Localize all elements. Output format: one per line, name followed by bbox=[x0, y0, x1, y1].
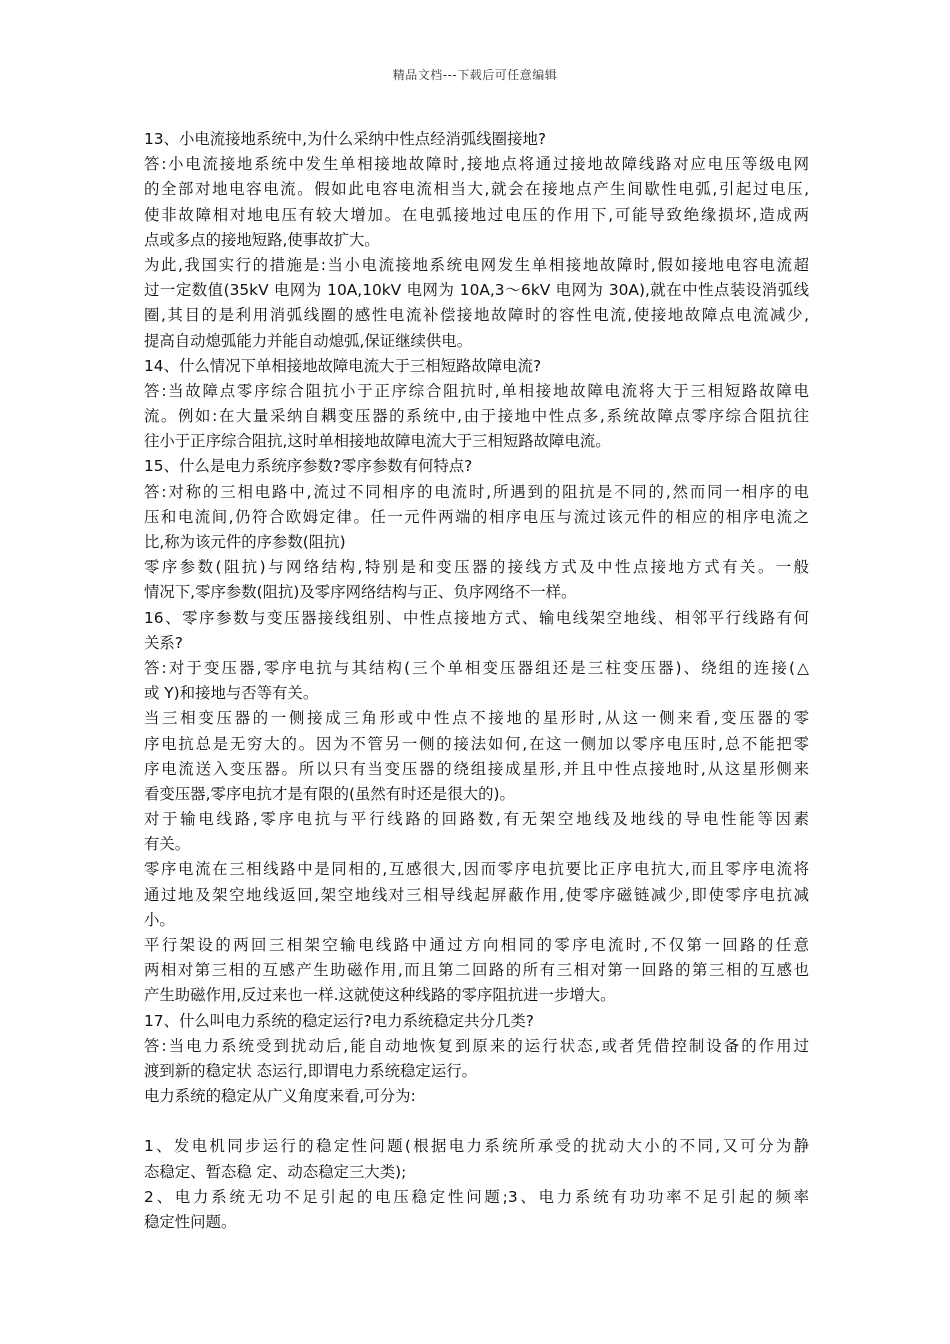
q17-list-item: 态稳定、暂态稳 定、动态稳定三大类); bbox=[144, 1162, 407, 1181]
q16-answer-line: 序电抗总是无穷大的。因为不管另一侧的接法如何,在这一侧加以零序电压时,总不能把零 bbox=[144, 734, 809, 753]
q15-answer-line: 答:对称的三相电路中,流过不同相序的电流时,所遇到的阻抗是不同的,然而同一相序的电 bbox=[144, 482, 809, 501]
q15-answer-line: 零序参数(阻抗)与网络结构,特别是和变压器的接线方式及中性点接地方式有关。一般 bbox=[144, 558, 809, 577]
q17-answer-line: 渡到新的稳定状 态运行,即谓电力系统稳定运行。 bbox=[144, 1061, 477, 1080]
q16-answer-line: 产生助磁作用,反过来也一样.这就使这种线路的零序阻抗进一步增大。 bbox=[144, 986, 616, 1005]
q16-answer-line: 小。 bbox=[144, 910, 175, 929]
page-header: 精品文档---下载后可任意编辑 bbox=[392, 68, 558, 82]
q16-answer-line: 平行架设的两回三相架空输电线路中通过方向相同的零序电流时,不仅第一回路的任意 bbox=[144, 936, 809, 954]
blank-line bbox=[144, 1109, 809, 1134]
q13-answer-line: 使非故障相对地电压有较大增加。在电弧接地过电压的作用下,可能导致绝缘损坏,造成两 bbox=[144, 205, 809, 224]
q13-measure-line: 过一定数值(35kV 电网为 10A,10kV 电网为 10A,3～6kV 电网为 30A),就在中性点装设消弧线 bbox=[144, 281, 809, 300]
q16-answer-line: 答:对于变压器,零序电抗与其结构(三个单相变压器组还是三柱变压器)、绕组的连接(△ bbox=[144, 658, 809, 677]
q17-list-item: 2、电力系统无功不足引起的电压稳定性问题;3、电力系统有功功率不足引起的频率 bbox=[144, 1187, 809, 1206]
q15-answer-line: 情况下,零序参数(阻抗)及零序网络结构与正、负序网络不一样。 bbox=[144, 583, 577, 602]
q13-measure-line: 提高自动熄弧能力并能自动熄弧,保证继续供电。 bbox=[144, 331, 473, 350]
document-body bbox=[144, 127, 809, 1235]
q15-answer-line: 比,称为该元件的序参数(阻抗) bbox=[144, 533, 346, 551]
q17-answer-line: 答:当电力系统受到扰动后,能自动地恢复到原来的运行状态,或者凭借控制设备的作用过 bbox=[144, 1036, 809, 1055]
q13-measure-line: 圈,其目的是利用消弧线圈的感性电流补偿接地故障时的容性电流,使接地故障点电流减少, bbox=[144, 306, 809, 325]
q17-list-item: 1、发电机同步运行的稳定性问题(根据电力系统所承受的扰动大小的不同,又可分为静 bbox=[144, 1137, 809, 1156]
q14-answer-line: 往小于正序综合阻抗,这时单相接地故障电流大于三相短路故障电流。 bbox=[144, 432, 611, 451]
q13-measure-line: 为此,我国实行的措施是:当小电流接地系统电网发生单相接地故障时,假如接地电容电流超 bbox=[144, 255, 809, 274]
q17-title: 17、什么叫电力系统的稳定运行?电力系统稳定共分几类? bbox=[144, 1011, 534, 1030]
q15-title: 15、什么是电力系统序参数?零序参数有何特点? bbox=[144, 457, 473, 476]
q17-answer-line: 电力系统的稳定从广义角度来看,可分为: bbox=[144, 1087, 416, 1106]
q13-answer-line: 的全部对地电容电流。假如此电容电流相当大,就会在接地点产生间歇性电弧,引起过电压, bbox=[144, 180, 809, 199]
q16-answer-line: 有关。 bbox=[144, 835, 191, 854]
q16-answer-line: 通过地及架空地线返回,架空地线对三相导线起屏蔽作用,使零序磁链减少,即使零序电抗减 bbox=[144, 885, 809, 904]
q13-answer-line: 答:小电流接地系统中发生单相接地故障时,接地点将通过接地故障线路对应电压等级电网 bbox=[144, 155, 809, 174]
q16-answer-line: 序电流送入变压器。所以只有当变压器的绕组接成星形,并且中性点接地时,从这星形侧来 bbox=[144, 759, 809, 778]
q16-answer-line: 当三相变压器的一侧接成三角形或中性点不接地的星形时,从这一侧来看,变压器的零 bbox=[144, 709, 809, 728]
q16-title: 关系? bbox=[144, 633, 183, 652]
q13-answer-line: 点或多点的接地短路,使事故扩大。 bbox=[144, 230, 380, 249]
q16-answer-line: 看变压器,零序电抗才是有限的(虽然有时还是很大的)。 bbox=[144, 784, 515, 803]
q17-list-item: 稳定性问题。 bbox=[144, 1212, 237, 1231]
q16-answer-line: 对于输电线路,零序电抗与平行线路的回路数,有无架空地线及地线的导电性能等因素 bbox=[144, 810, 809, 829]
q16-title: 16、零序参数与变压器接线组别、中性点接地方式、输电线架空地线、相邻平行线路有何 bbox=[144, 608, 809, 627]
q15-answer-line: 压和电流间,仍符合欧姆定律。任一元件两端的相序电压与流过该元件的相应的相序电流之 bbox=[144, 507, 809, 526]
q16-answer-line: 两相对第三相的互感产生助磁作用,而且第二回路的所有三相对第一回路的第三相的互感也 bbox=[144, 961, 809, 980]
q13-title: 13、小电流接地系统中,为什么采纳中性点经消弧线圈接地? bbox=[144, 130, 547, 148]
q14-answer-line: 流。例如:在大量采纳自耦变压器的系统中,由于接地中性点多,系统故障点零序综合阻抗往 bbox=[144, 407, 809, 426]
q16-answer-line: 零序电流在三相线路中是同相的,互感很大,因而零序电抗要比正序电抗大,而且零序电流将 bbox=[144, 860, 809, 879]
q14-title: 14、什么情况下单相接地故障电流大于三相短路故障电流? bbox=[144, 356, 542, 375]
q14-answer-line: 答:当故障点零序综合阻抗小于正序综合阻抗时,单相接地故障电流将大于三相短路故障电 bbox=[144, 381, 809, 400]
q16-answer-line: 或 Y)和接地与否等有关。 bbox=[144, 684, 319, 703]
